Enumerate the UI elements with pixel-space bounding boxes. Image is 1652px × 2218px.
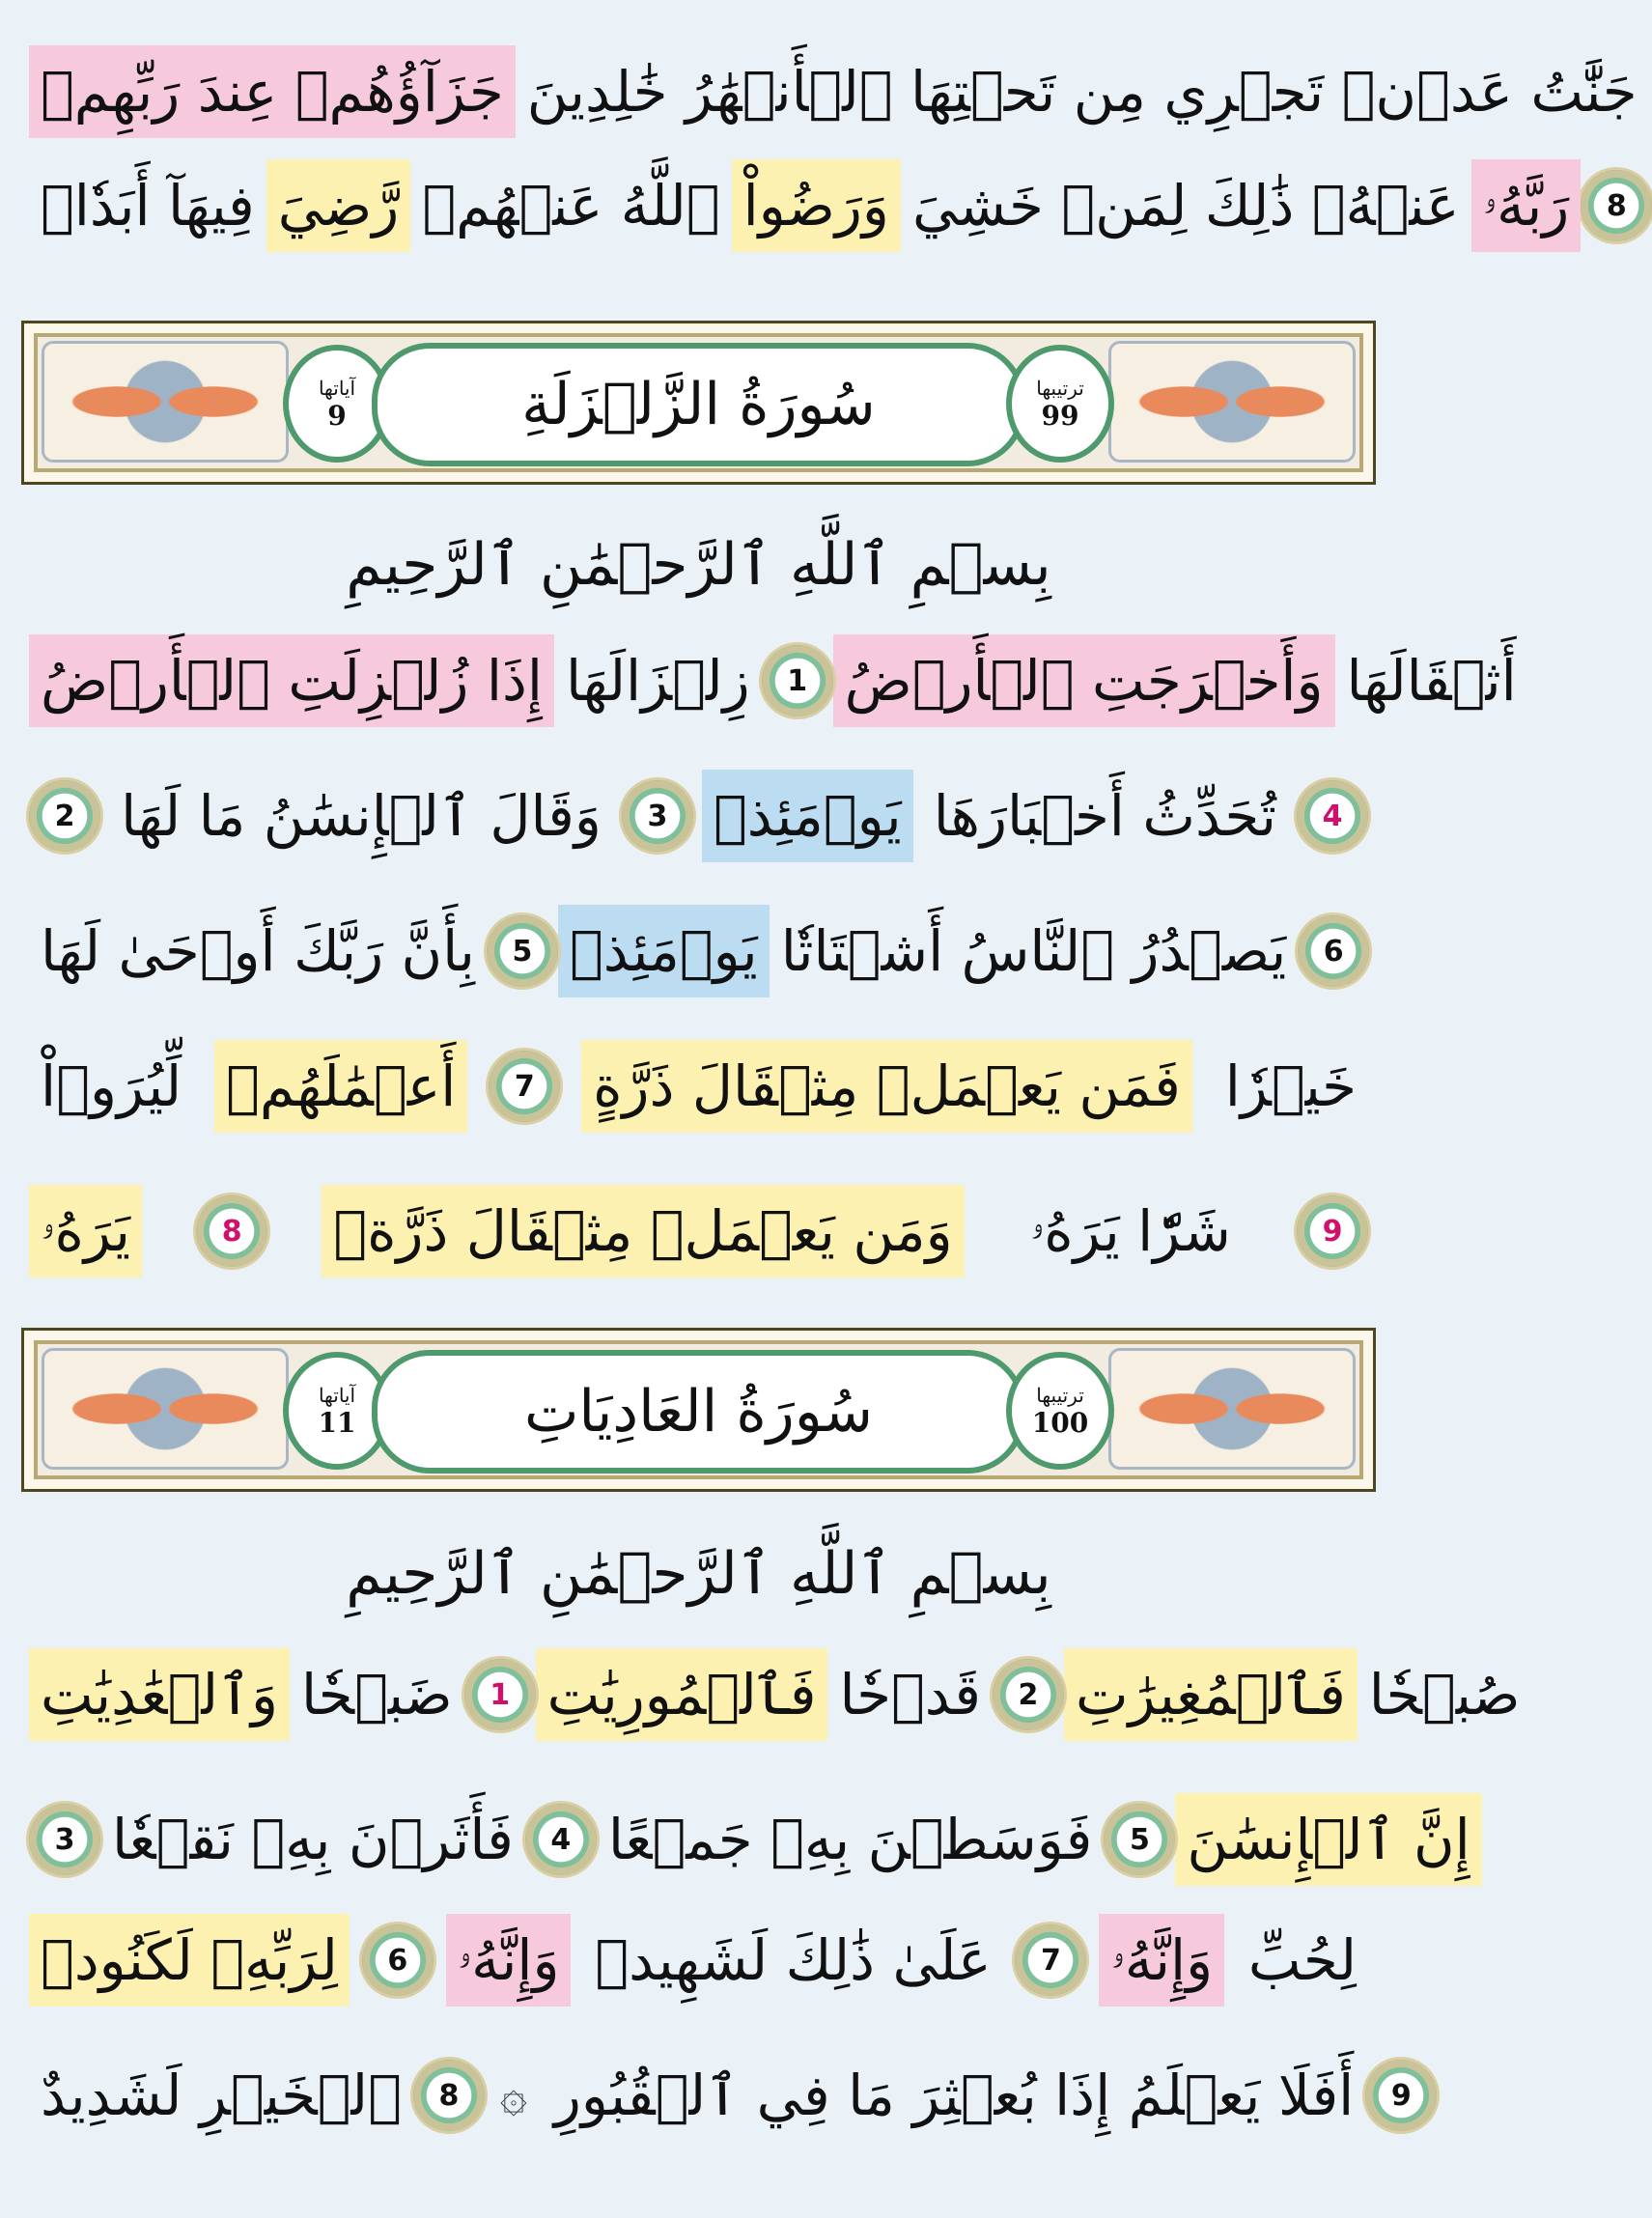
verse-text: فَأَثَرۡنَ بِهِۦ نَقۡعٗا — [112, 1807, 514, 1872]
verse-text: يَصۡدُرُ ٱلنَّاسُ أَشۡتَاتٗا — [780, 918, 1287, 984]
verse-line — [29, 1907, 1368, 2013]
ayah-number-marker: 1 — [464, 1659, 536, 1730]
verse-text: زِلۡزَالَهَا — [565, 648, 750, 714]
bismillah: بِسۡمِ ٱللَّهِ ٱلرَّحۡمَٰنِ ٱلرَّحِيمِ — [346, 531, 1051, 599]
surah-order-medal — [1006, 1352, 1114, 1470]
verse-text: أَفَلَا يَعۡلَمُ إِذَا بُعۡثِرَ مَا فِي ٱلۡقُبُورِ — [553, 2063, 1355, 2128]
verse-text: ٱللَّهُ عَنۡهُمۡ — [422, 173, 720, 239]
ayat-label: آياتها — [318, 376, 356, 400]
highlighted-phrase: وَرَضُواْ — [732, 159, 901, 252]
verse-text: فَوَسَطۡنَ بِهِۦ جَمۡعًا — [607, 1807, 1093, 1872]
highlighted-phrase: وَأَخۡرَجَتِ ٱلۡأَرۡضُ — [833, 634, 1335, 727]
highlighted-phrase: وَٱلۡعَٰدِيَٰتِ — [29, 1648, 290, 1741]
surah-name: سُورَةُ الزَّلۡزَلَةِ — [372, 343, 1025, 466]
highlighted-phrase: يَوۡمَئِذٖ — [702, 770, 913, 862]
ayat-count: 9 — [327, 399, 347, 432]
verse-line — [29, 1033, 1368, 1139]
highlighted-phrase: فَٱلۡمُغِيرَٰتِ — [1064, 1648, 1358, 1741]
verse-line — [29, 628, 1517, 734]
order-label: ترتيبها — [1036, 1383, 1084, 1407]
highlighted-phrase: لِرَبِّهِۦ لَكَنُودٞ — [29, 1914, 350, 2007]
verse-text: تُحَدِّثُ أَخۡبَارَهَا — [933, 783, 1276, 849]
highlighted-phrase: يَوۡمَئِذٖ — [558, 905, 770, 997]
verse-text: جَنَّٰتُ عَدۡنٖ تَجۡرِي مِن تَحۡتِهَا ٱلۡأَنۡهَٰرُ خَٰلِدِينَ — [526, 59, 1638, 125]
verse-text: قَدۡحٗا — [839, 1662, 981, 1727]
verse-text: شَرّٗا يَرَهُۥ — [1029, 1198, 1231, 1264]
surah-order-medal — [1006, 345, 1114, 463]
verse-text: خَيۡرٗا — [1224, 1053, 1357, 1119]
ayah-number-marker: 9 — [1365, 2060, 1437, 2131]
ayah-number-marker: 1 — [762, 645, 833, 716]
surah-header — [21, 1328, 1376, 1492]
verse-text: عَلَىٰ ذَٰلِكَ لَشَهِيدٞ — [595, 1927, 992, 1993]
ayah-number-marker: 5 — [1104, 1804, 1175, 1875]
ornament-left — [42, 1348, 289, 1470]
verse-text: بِأَنَّ رَبَّكَ أَوۡحَىٰ لَهَا — [41, 918, 475, 984]
verse-line — [29, 898, 1368, 1004]
verse-text: لِحُبِّ — [1247, 1927, 1357, 1993]
highlighted-phrase: أَعۡمَٰلَهُمۡ — [214, 1040, 467, 1133]
highlighted-phrase: وَإِنَّهُۥ — [446, 1914, 572, 2007]
verse-line — [29, 2042, 1412, 2148]
surah-order: 100 — [1031, 1406, 1089, 1439]
ayah-number-marker: 6 — [1298, 915, 1369, 987]
verse-line — [29, 1178, 1368, 1284]
surah-order: 99 — [1041, 399, 1079, 432]
highlighted-phrase: إِنَّ ٱلۡإِنسَٰنَ — [1175, 1793, 1481, 1886]
verse-text: ٱلۡخَيۡرِ لَشَدِيدٌ — [41, 2063, 402, 2128]
verse-line — [29, 153, 1627, 259]
ayah-number-marker: 8 — [1581, 170, 1652, 241]
ayah-number-marker: 4 — [1297, 780, 1368, 852]
ayah-number-marker: 2 — [993, 1659, 1064, 1730]
ayah-number-marker: 2 — [29, 780, 100, 852]
ayah-number-marker: 7 — [489, 1051, 560, 1122]
verse-line — [29, 1642, 1521, 1748]
ayah-number-marker: 9 — [1297, 1195, 1368, 1267]
ayah-number-marker: 8 — [196, 1195, 267, 1267]
highlighted-phrase: رَّضِيَ — [266, 159, 411, 252]
ayah-number-marker: 3 — [29, 1804, 100, 1875]
bismillah: بِسۡمِ ٱللَّهِ ٱلرَّحۡمَٰنِ ٱلرَّحِيمِ — [346, 1540, 1051, 1608]
ayat-label: آياتها — [318, 1383, 356, 1407]
highlighted-phrase: وَمَن يَعۡمَلۡ مِثۡقَالَ ذَرَّةٖ — [322, 1185, 964, 1277]
ornament-right — [1108, 341, 1356, 463]
ayat-count: 11 — [318, 1406, 356, 1439]
ornament-left — [42, 341, 289, 463]
highlighted-phrase: فَمَن يَعۡمَلۡ مِثۡقَالَ ذَرَّةٍ — [581, 1040, 1192, 1133]
verse-text: فِيهَآ أَبَدٗاۖ — [41, 173, 255, 239]
highlighted-phrase: جَزَآؤُهُمۡ عِندَ رَبِّهِمۡ — [29, 45, 516, 138]
highlighted-phrase: وَإِنَّهُۥ — [1099, 1914, 1224, 2007]
verse-line — [29, 763, 1368, 869]
ayah-number-marker: 6 — [362, 1924, 434, 1996]
verse-text: صُبۡحٗا — [1368, 1662, 1521, 1727]
highlighted-phrase: فَٱلۡمُورِيَٰتِ — [536, 1648, 828, 1741]
ayah-number-marker: 5 — [487, 915, 558, 987]
verse-text: لِّيُرَوۡاْ — [41, 1053, 182, 1119]
rub-el-hizb-icon: ۞ — [499, 2068, 527, 2122]
ayah-number-marker: 4 — [525, 1804, 597, 1875]
surah-name: سُورَةُ العَادِيَاتِ — [372, 1350, 1025, 1474]
ornament-right — [1108, 1348, 1356, 1470]
verse-text: عَنۡهُۚ ذَٰلِكَ لِمَنۡ خَشِيَ — [911, 173, 1460, 239]
surah-header — [21, 321, 1376, 485]
highlighted-phrase: يَرَهُۥ — [29, 1185, 142, 1277]
ayah-number-marker: 7 — [1015, 1924, 1086, 1996]
verse-text: أَثۡقَالَهَا — [1346, 648, 1517, 714]
ayah-number-marker: 3 — [622, 780, 693, 852]
verse-line — [29, 1786, 1470, 1893]
highlighted-phrase: إِذَا زُلۡزِلَتِ ٱلۡأَرۡضُ — [29, 634, 554, 727]
highlighted-phrase: رَبَّهُۥ — [1471, 159, 1582, 252]
verse-text: ضَبۡحٗا — [301, 1662, 453, 1727]
verse-text: وَقَالَ ٱلۡإِنسَٰنُ مَا لَهَا — [121, 783, 602, 849]
ayah-number-marker: 8 — [413, 2060, 485, 2131]
verse-line — [29, 39, 1638, 145]
order-label: ترتيبها — [1036, 376, 1084, 400]
